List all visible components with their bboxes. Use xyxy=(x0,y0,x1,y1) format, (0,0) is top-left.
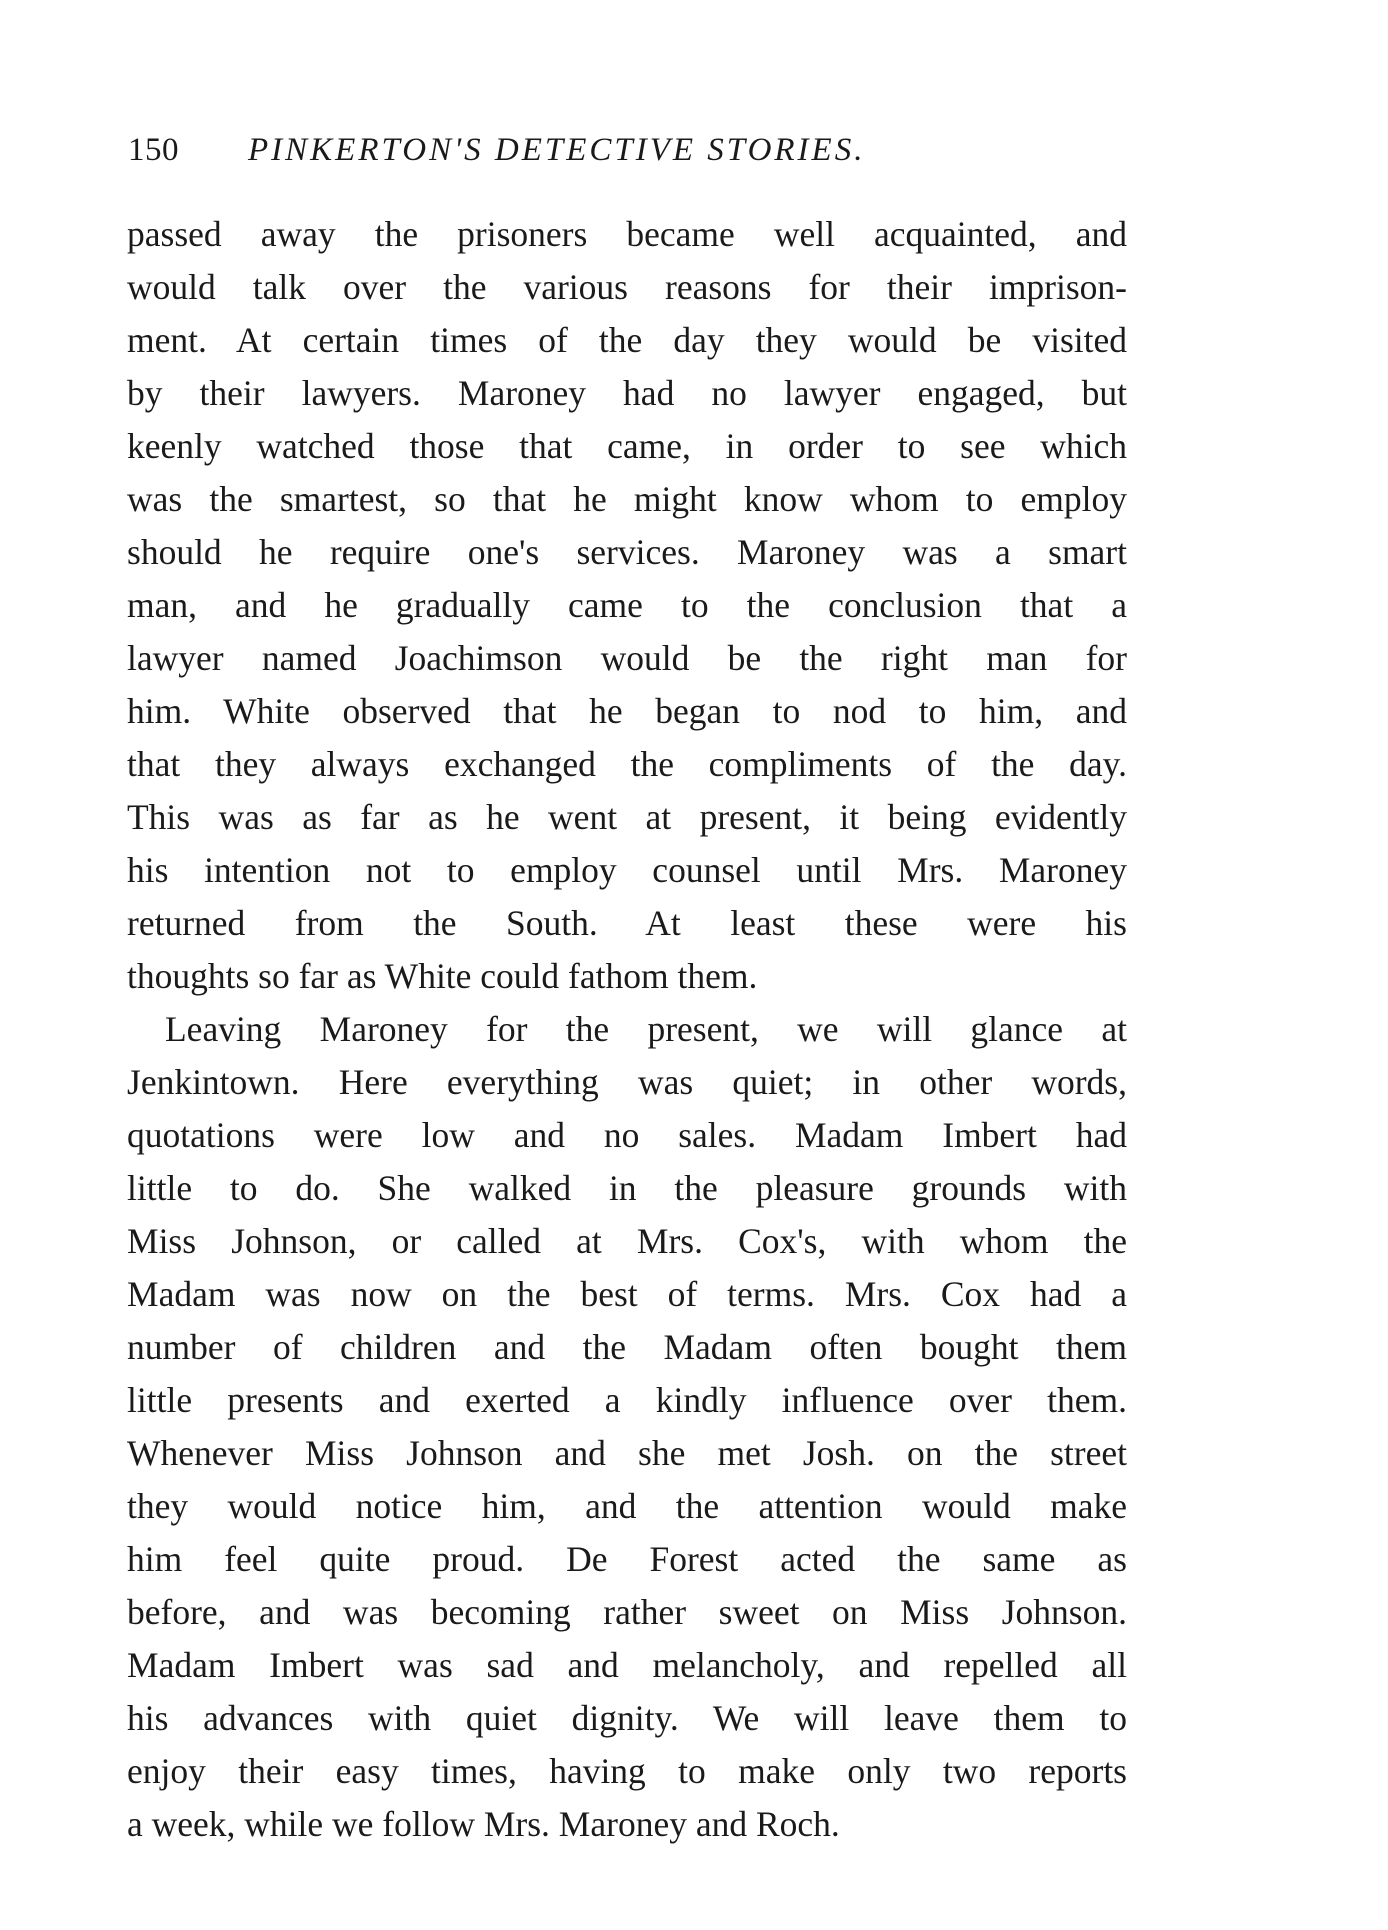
text-line: him feel quite proud. De Forest acted the same as xyxy=(127,1539,1127,1579)
text-line: little presents and exerted a kindly influence over them. xyxy=(127,1380,1127,1420)
text-line: This was as far as he went at present, it being evidently xyxy=(127,797,1127,837)
text-line: ment. At certain times of the day they would be visited xyxy=(127,320,1127,360)
text-line: passed away the prisoners became well acquainted, and xyxy=(127,214,1127,254)
text-line: by their lawyers. Maroney had no lawyer engaged, but xyxy=(127,373,1127,413)
body-text xyxy=(127,208,1127,1851)
text-line: they would notice him, and the attention would make xyxy=(127,1486,1127,1526)
text-line: his intention not to employ counsel until Mrs. Maroney xyxy=(127,850,1127,890)
paragraph xyxy=(127,1003,1127,1851)
text-line: that they always exchanged the compliments of the day. xyxy=(127,744,1127,784)
text-line: Jenkintown. Here everything was quiet; in other words, xyxy=(127,1062,1127,1102)
text-line: keenly watched those that came, in order to see which xyxy=(127,426,1127,466)
page-number: 150 xyxy=(128,132,179,168)
book-title: PINKERTON'S DETECTIVE STORIES. xyxy=(248,132,866,168)
text-line: was the smartest, so that he might know whom to employ xyxy=(127,479,1127,519)
text-line: man, and he gradually came to the conclusion that a xyxy=(127,585,1127,625)
text-line: would talk over the various reasons for their imprison- xyxy=(127,267,1127,307)
text-line: him. White observed that he began to nod to him, and xyxy=(127,691,1127,731)
text-line: number of children and the Madam often bought them xyxy=(127,1327,1127,1367)
text-line: before, and was becoming rather sweet on Miss Johnson. xyxy=(127,1592,1127,1632)
text-line: Miss Johnson, or called at Mrs. Cox's, with whom the xyxy=(127,1221,1127,1261)
text-line: Madam was now on the best of terms. Mrs. Cox had a xyxy=(127,1274,1127,1314)
text-line: should he require one's services. Maroney was a smart xyxy=(127,532,1127,572)
paragraph xyxy=(127,208,1127,1003)
text-line: little to do. She walked in the pleasure grounds with xyxy=(127,1168,1127,1208)
text-line: Whenever Miss Johnson and she met Josh. on the street xyxy=(127,1433,1127,1473)
text-line: lawyer named Joachimson would be the right man for xyxy=(127,638,1127,678)
running-head xyxy=(128,128,1128,172)
text-line: enjoy their easy times, having to make only two reports xyxy=(127,1751,1127,1791)
text-line: his advances with quiet dignity. We will leave them to xyxy=(127,1698,1127,1738)
text-line: returned from the South. At least these were his xyxy=(127,903,1127,943)
text-line: quotations were low and no sales. Madam Imbert had xyxy=(127,1115,1127,1155)
text-line: Madam Imbert was sad and melancholy, and repelled all xyxy=(127,1645,1127,1685)
text-line: Leaving Maroney for the present, we will glance at xyxy=(165,1009,1127,1049)
text-line: a week, while we follow Mrs. Maroney and Roch. xyxy=(127,1804,840,1844)
text-line: thoughts so far as White could fathom them. xyxy=(127,956,758,996)
